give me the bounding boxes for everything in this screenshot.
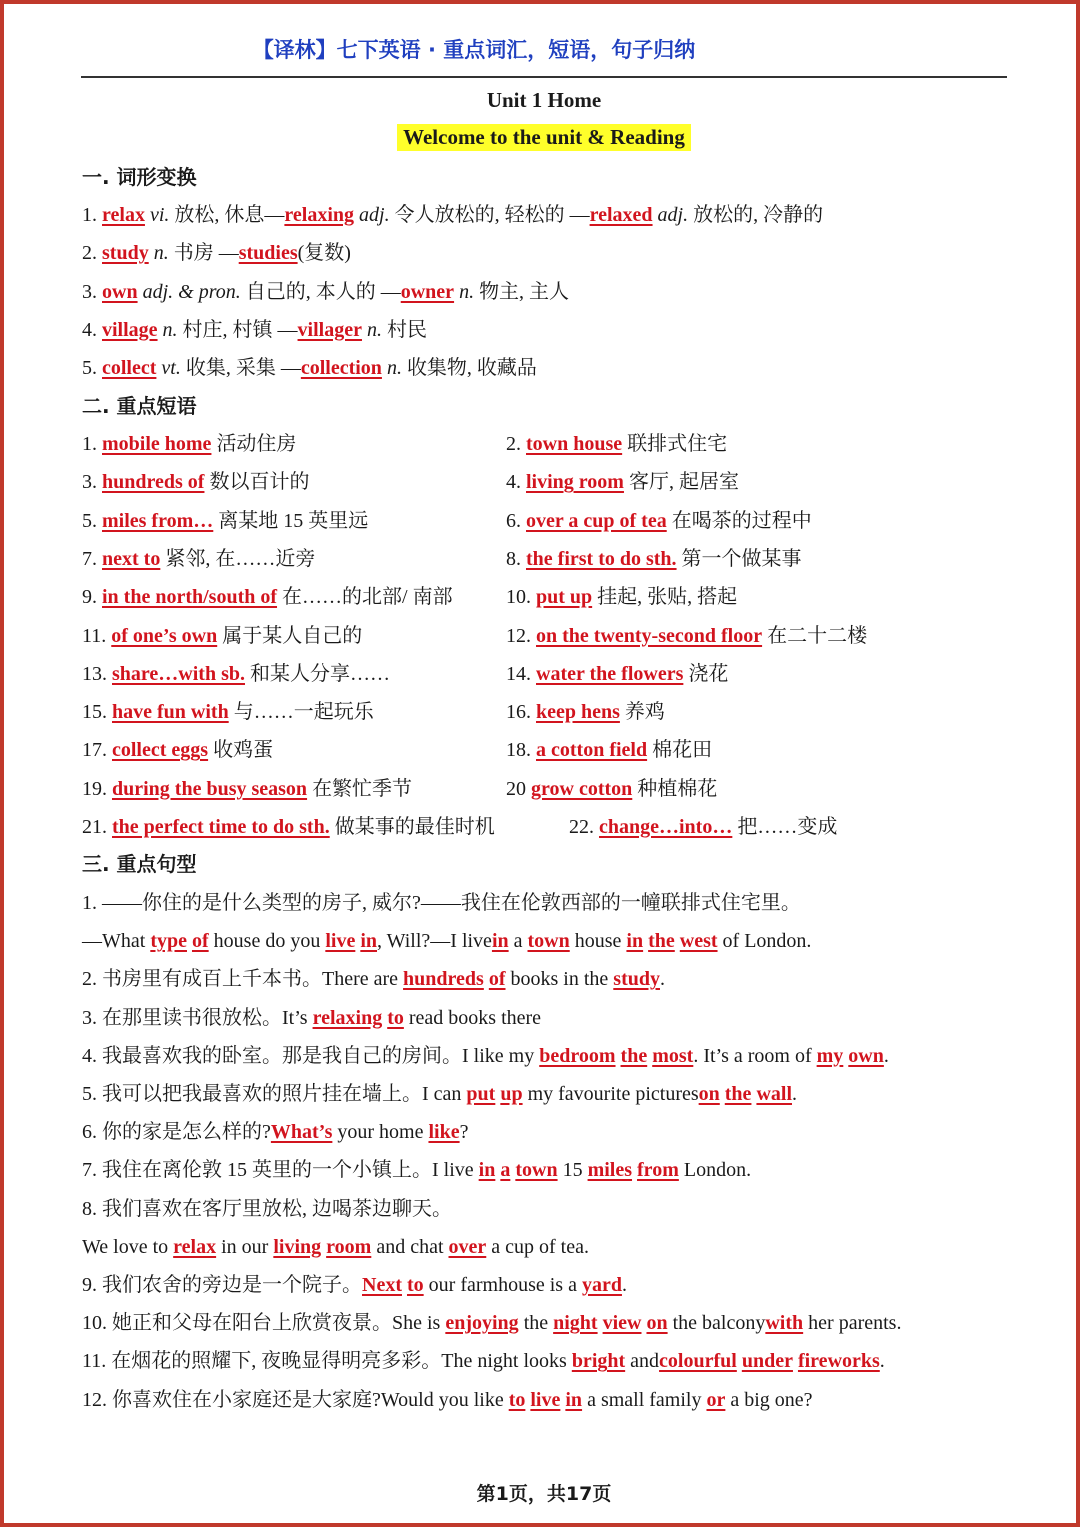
- answer-text: in: [478, 1159, 496, 1182]
- document-header: 【译林】七下英语 · 重点词汇，短语，句子归纳: [252, 38, 696, 62]
- phrase-item: [82, 661, 390, 687]
- phrase-item: [82, 469, 309, 495]
- answer-text: collect eggs: [112, 739, 209, 762]
- answer-text: living room: [526, 471, 624, 494]
- line-text: 3.: [82, 280, 102, 303]
- line-text: the balcony: [667, 1312, 766, 1335]
- answer-text: or: [706, 1388, 726, 1411]
- phrase-item: [82, 508, 368, 534]
- line-text: 17.: [82, 739, 112, 762]
- part-of-speech: vt.: [161, 357, 181, 380]
- line-text: 7. 我住在离伦敦 15 英里的一个小镇上。I live: [82, 1159, 479, 1182]
- answer-text: room: [326, 1235, 372, 1258]
- answer-text: the: [648, 930, 675, 953]
- line-text: 数以百计的: [204, 471, 310, 494]
- sentence-item: [82, 1272, 627, 1298]
- line-text: of London.: [717, 930, 812, 953]
- line-text: 收鸡蛋: [208, 739, 274, 762]
- answer-text: a: [500, 1159, 511, 1182]
- answer-text: to: [406, 1274, 424, 1296]
- answer-text: grow cotton: [531, 777, 633, 800]
- line-text: 把……变成: [732, 816, 838, 838]
- line-text: 9.: [82, 586, 102, 609]
- phrase-item: [82, 623, 362, 649]
- answer-text: night: [553, 1312, 598, 1335]
- answer-text: relaxed: [589, 204, 653, 226]
- part-of-speech: n.: [459, 280, 475, 303]
- phrase-item: [506, 776, 717, 802]
- line-text: books in the: [505, 968, 614, 991]
- answer-text: relax: [102, 204, 145, 226]
- section-title-vocab: 一. 词形变换: [82, 165, 197, 189]
- line-text: a small family: [582, 1388, 707, 1411]
- answer-text: of: [488, 968, 506, 991]
- line-text: 1.: [82, 433, 102, 455]
- unit-subtitle: Welcome to the unit & Reading: [397, 124, 691, 151]
- section-title-phrases: 二. 重点短语: [82, 394, 197, 418]
- answer-text: with: [765, 1312, 804, 1335]
- line-text: 收集, 采集 —: [180, 357, 301, 380]
- answer-text: relaxing: [312, 1006, 383, 1029]
- answer-text: the perfect time to do sth.: [112, 816, 330, 838]
- answer-text: change…into…: [599, 816, 733, 838]
- part-of-speech: adj. & pron.: [142, 280, 241, 303]
- line-text: .: [660, 968, 665, 991]
- answer-text: in: [491, 930, 509, 953]
- answer-text: village: [102, 318, 158, 341]
- phrase-item: [506, 623, 867, 649]
- line-text: .: [792, 1083, 797, 1105]
- line-text: London.: [678, 1159, 752, 1182]
- vocab-item: [82, 240, 351, 266]
- answer-text: put up: [536, 586, 593, 609]
- answer-text: own: [848, 1044, 884, 1067]
- answer-text: my: [816, 1044, 844, 1067]
- phrase-item: [506, 508, 812, 534]
- line-text: 3. 在那里读书很放松。It’s: [82, 1006, 313, 1029]
- line-text: 12. 你喜欢住在小家庭还是大家庭?Would you like: [82, 1388, 509, 1411]
- line-text: 紧邻, 在……近旁: [160, 547, 316, 570]
- line-text: 16.: [506, 701, 536, 724]
- answer-text: under: [741, 1350, 793, 1373]
- line-text: 在二十二楼: [762, 624, 868, 647]
- line-text: 21.: [82, 816, 112, 838]
- answer-text: live: [530, 1388, 561, 1411]
- answer-text: miles from…: [102, 509, 214, 532]
- line-text: 9. 我们农舍的旁边是一个院子。: [82, 1274, 362, 1296]
- sentence-item: [82, 1387, 813, 1413]
- answer-text: share…with sb.: [112, 662, 245, 685]
- line-text: 18.: [506, 739, 536, 762]
- answer-text: miles: [587, 1159, 633, 1182]
- answer-text: hundreds of: [102, 471, 205, 494]
- answer-text: collect: [102, 357, 157, 380]
- sentence-item: [82, 1081, 797, 1107]
- answer-text: view: [602, 1312, 642, 1335]
- sentence-item: [82, 890, 801, 916]
- line-text: 1.: [82, 204, 102, 226]
- sentence-item: [82, 1234, 589, 1260]
- answer-text: collection: [300, 357, 382, 380]
- line-text: 1. ——你住的是什么类型的房子, 威尔?——我住在伦敦西部的一幢联排式住宅里。: [82, 892, 801, 914]
- line-text: 令人放松的, 轻松的 —: [389, 204, 590, 226]
- answer-text: fireworks: [797, 1350, 880, 1373]
- line-text: 5.: [82, 509, 102, 532]
- line-text: 7.: [82, 547, 102, 570]
- answer-text: over: [448, 1235, 487, 1258]
- line-text: 棉花田: [647, 739, 713, 762]
- answer-text: over a cup of tea: [526, 509, 667, 532]
- answer-text: colourful: [659, 1350, 737, 1373]
- answer-text: a cotton field: [536, 739, 648, 762]
- answer-text: study: [102, 242, 149, 265]
- phrase-item: [506, 699, 665, 725]
- line-text: a cup of tea.: [486, 1235, 589, 1258]
- line-text: ?: [459, 1121, 469, 1144]
- line-text: a big one?: [725, 1388, 813, 1411]
- answer-text: of one’s own: [111, 624, 218, 647]
- line-text: our farmhouse is a: [423, 1274, 582, 1296]
- answer-text: wall: [756, 1083, 792, 1105]
- answer-text: to: [508, 1388, 526, 1411]
- answer-text: the first to do sth.: [526, 547, 677, 570]
- answer-text: on: [646, 1312, 668, 1335]
- answer-text: bright: [571, 1350, 626, 1373]
- vocab-item: [82, 317, 427, 343]
- header-divider: [81, 76, 1007, 78]
- line-text: 15: [557, 1159, 588, 1182]
- line-text: 客厅, 起居室: [623, 471, 739, 494]
- part-of-speech: n.: [162, 318, 178, 341]
- line-text: We love to: [82, 1235, 174, 1258]
- answer-text: of: [191, 930, 209, 953]
- line-text: your home: [332, 1121, 429, 1144]
- part-of-speech: adj.: [657, 204, 689, 226]
- line-text: 14.: [506, 662, 536, 685]
- sentence-item: [82, 1119, 468, 1145]
- answer-text: west: [679, 930, 718, 953]
- line-text: 村民: [381, 318, 427, 341]
- line-text: 与……一起玩乐: [228, 701, 374, 724]
- line-text: 12.: [506, 624, 536, 647]
- answer-text: study: [613, 968, 660, 991]
- sentence-item: [82, 1005, 541, 1031]
- phrase-item: [82, 431, 296, 457]
- line-text: 2.: [82, 242, 102, 265]
- phrase-item: [82, 776, 412, 802]
- answer-text: like: [428, 1121, 460, 1144]
- line-text: 10. 她正和父母在阳台上欣赏夜景。She is: [82, 1312, 446, 1335]
- line-text: .: [879, 1350, 885, 1373]
- phrase-item: [82, 737, 273, 763]
- line-text: , Will?—I live: [377, 930, 492, 953]
- answer-text: on the twenty-second floor: [536, 624, 763, 647]
- line-text: —What: [82, 930, 151, 953]
- answer-text: hundreds: [403, 968, 484, 991]
- part-of-speech: adj.: [359, 204, 390, 226]
- line-text: 村庄, 村镇 —: [177, 318, 298, 341]
- line-text: .: [883, 1044, 889, 1067]
- answer-text: have fun with: [112, 701, 229, 724]
- answer-text: in: [626, 930, 644, 953]
- line-text: 浇花: [683, 662, 729, 685]
- line-text: her parents.: [803, 1312, 902, 1335]
- answer-text: live: [325, 930, 356, 953]
- answer-text: Next: [362, 1274, 402, 1296]
- line-text: 3.: [82, 471, 102, 494]
- phrase-item: [506, 469, 739, 495]
- phrase-item: [569, 814, 837, 840]
- line-text: 做某事的最佳时机: [329, 816, 495, 838]
- sentence-item: [82, 1310, 901, 1336]
- answer-text: next to: [102, 547, 161, 570]
- sentence-item: [82, 1196, 452, 1222]
- line-text: 书房 —: [168, 242, 239, 265]
- answer-text: studies: [238, 242, 298, 265]
- sentence-item: [82, 966, 665, 992]
- unit-title: Unit 1 Home: [486, 88, 602, 112]
- part-of-speech: n.: [153, 242, 169, 265]
- answer-text: relax: [173, 1235, 217, 1258]
- line-text: 22.: [569, 816, 599, 838]
- part-of-speech: n.: [366, 318, 382, 341]
- answer-text: town house: [526, 433, 623, 455]
- line-text: 4. 我最喜欢我的卧室。那是我自己的房间。I like my: [82, 1044, 540, 1067]
- answer-text: the: [724, 1083, 752, 1105]
- part-of-speech: vi.: [149, 204, 170, 226]
- line-text: 在繁忙季节: [307, 777, 413, 800]
- phrase-item: [82, 584, 453, 610]
- line-text: 第一个做某事: [676, 547, 802, 570]
- section-title-sentences: 三. 重点句型: [82, 852, 197, 876]
- line-text: . It’s a room of: [693, 1044, 817, 1067]
- line-text: 种植棉花: [632, 777, 718, 800]
- phrase-item: [82, 814, 495, 840]
- answer-text: What’s: [270, 1121, 333, 1144]
- answer-text: in: [565, 1388, 583, 1411]
- line-text: 和某人分享……: [245, 662, 390, 685]
- line-text: 13.: [82, 662, 112, 685]
- line-text: 19.: [82, 777, 112, 800]
- line-text: 放松的, 冷静的: [688, 204, 824, 226]
- phrase-item: [506, 737, 712, 763]
- answer-text: from: [637, 1159, 679, 1182]
- answer-text: owner: [400, 280, 455, 303]
- line-text: 6.: [506, 509, 526, 532]
- line-text: 放松, 休息—: [169, 204, 285, 226]
- line-text: 5.: [82, 357, 102, 380]
- answer-text: on: [698, 1083, 720, 1105]
- line-text: read books there: [403, 1006, 542, 1029]
- answer-text: relaxing: [284, 204, 355, 226]
- page-number: 第1页，共17页: [476, 1483, 612, 1505]
- line-text: a: [508, 930, 528, 953]
- line-text: and: [625, 1350, 660, 1373]
- sentence-item: [82, 928, 811, 954]
- line-text: and chat: [371, 1235, 449, 1258]
- answer-text: during the busy season: [112, 777, 308, 800]
- phrase-item: [506, 584, 737, 610]
- answer-text: the: [620, 1044, 648, 1067]
- line-text: 15.: [82, 701, 112, 724]
- line-text: my favourite pictures: [522, 1083, 699, 1105]
- line-text: 属于某人自己的: [217, 624, 363, 647]
- vocab-item: [82, 202, 823, 228]
- answer-text: in the north/south of: [102, 586, 278, 609]
- answer-text: up: [500, 1083, 523, 1105]
- answer-text: town: [515, 1159, 558, 1182]
- sentence-item: [82, 1157, 751, 1183]
- sentence-item: [82, 1043, 889, 1069]
- line-text: 11. 在烟花的照耀下, 夜晚显得明亮多彩。The night looks: [82, 1350, 572, 1373]
- line-text: 20: [506, 777, 531, 800]
- answer-text: town: [527, 930, 570, 953]
- phrase-item: [506, 431, 727, 457]
- phrase-item: [506, 546, 802, 572]
- answer-text: keep hens: [536, 701, 620, 724]
- answer-text: mobile home: [102, 433, 212, 455]
- line-text: .: [621, 1274, 627, 1296]
- line-text: the: [518, 1312, 554, 1335]
- line-text: 在……的北部/ 南部: [277, 586, 453, 609]
- line-text: 2.: [506, 433, 526, 455]
- answer-text: enjoying: [445, 1312, 519, 1335]
- answer-text: type: [150, 930, 187, 953]
- answer-text: living: [273, 1235, 322, 1258]
- answer-text: in: [360, 930, 378, 953]
- phrase-item: [506, 661, 728, 687]
- line-text: 自己的, 本人的 —: [240, 280, 401, 303]
- vocab-item: [82, 355, 537, 381]
- line-text: 在喝茶的过程中: [666, 509, 812, 532]
- answer-text: put: [466, 1083, 496, 1105]
- phrase-item: [82, 546, 315, 572]
- line-text: 活动住房: [211, 433, 297, 455]
- line-text: 6. 你的家是怎么样的?: [82, 1121, 271, 1144]
- part-of-speech: n.: [386, 357, 402, 380]
- vocab-item: [82, 279, 569, 305]
- answer-text: most: [652, 1044, 694, 1067]
- answer-text: to: [387, 1006, 404, 1029]
- line-text: 挂起, 张贴, 搭起: [592, 586, 738, 609]
- line-text: 11.: [82, 624, 112, 647]
- line-text: 4.: [506, 471, 526, 494]
- sentence-item: [82, 1348, 885, 1374]
- phrase-item: [82, 699, 374, 725]
- line-text: 联排式住宅: [622, 433, 728, 455]
- line-text: 2. 书房里有成百上千本书。There are: [82, 968, 404, 991]
- answer-text: yard: [581, 1274, 622, 1296]
- line-text: 物主, 主人: [474, 280, 570, 303]
- answer-text: bedroom: [539, 1044, 616, 1067]
- line-text: 收集物, 收藏品: [401, 357, 537, 380]
- line-text: 5. 我可以把我最喜欢的照片挂在墙上。I can: [82, 1083, 467, 1105]
- line-text: 4.: [82, 318, 102, 341]
- line-text: 养鸡: [619, 701, 665, 724]
- line-text: (复数): [297, 242, 351, 265]
- line-text: house do you: [208, 930, 326, 953]
- answer-text: water the flowers: [536, 662, 684, 685]
- line-text: in our: [216, 1235, 274, 1258]
- answer-text: own: [102, 280, 138, 303]
- subtitle-wrap: [4, 124, 1080, 151]
- line-text: 8.: [506, 547, 526, 570]
- line-text: 离某地 15 英里远: [213, 509, 369, 532]
- line-text: 10.: [506, 586, 536, 609]
- line-text: house: [569, 930, 627, 953]
- answer-text: villager: [297, 318, 362, 341]
- line-text: 8. 我们喜欢在客厅里放松, 边喝茶边聊天。: [82, 1197, 452, 1220]
